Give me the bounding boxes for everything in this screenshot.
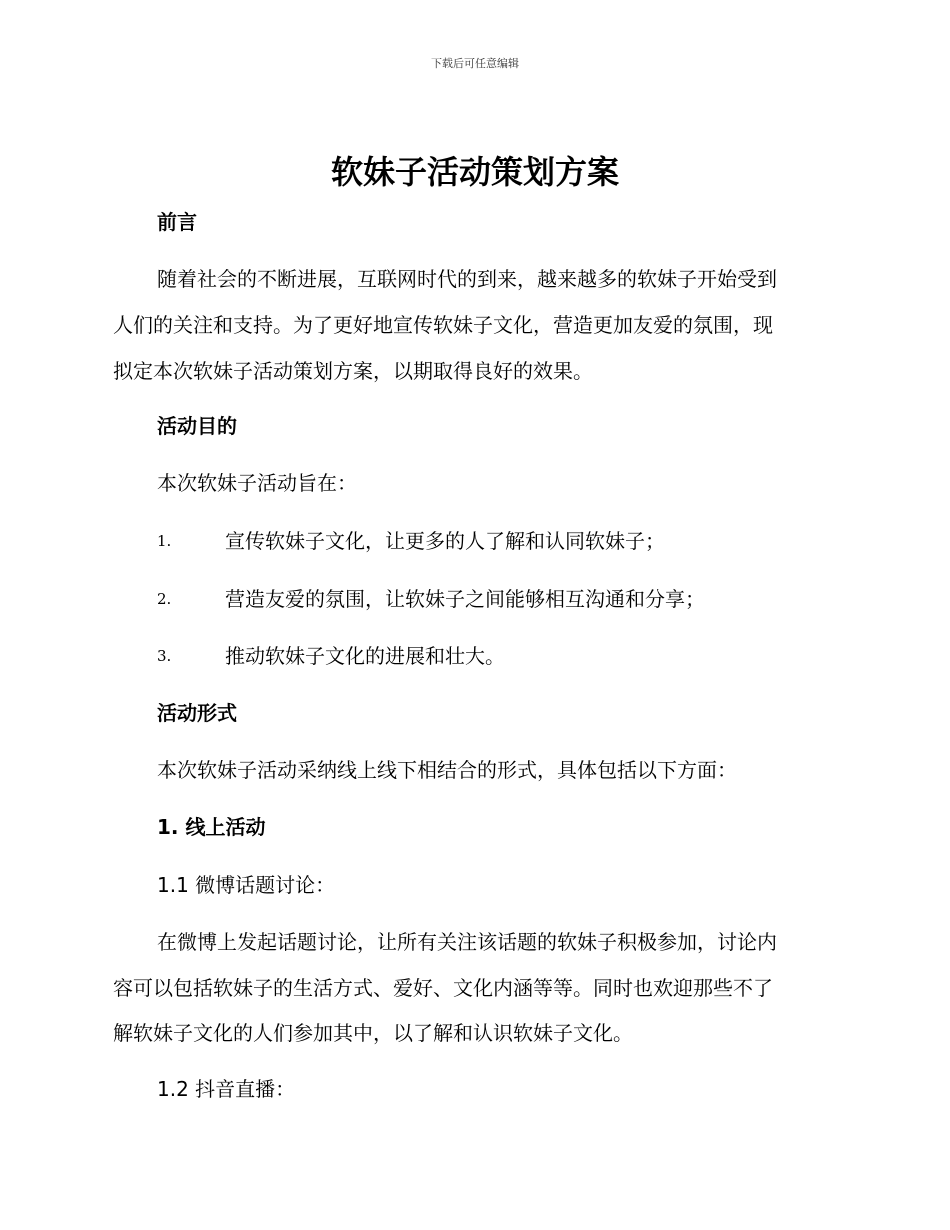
header-note: 下载后可任意编辑 xyxy=(431,57,519,70)
section-heading-form: 活动形式 xyxy=(157,701,237,725)
subsection-heading-douyin: 1.2 抖音直播： xyxy=(157,1077,296,1101)
paragraph-line: 本次软妹子活动旨在： xyxy=(157,471,357,495)
list-item-number: 2. xyxy=(157,590,172,608)
list-item-text: 营造友爱的氛围，让软妹子之间能够相互沟通和分享； xyxy=(225,587,705,611)
list-item-text: 宣传软妹子文化，让更多的人了解和认同软妹子； xyxy=(225,529,665,553)
paragraph-line: 拟定本次软妹子活动策划方案，以期取得良好的效果。 xyxy=(113,359,593,383)
paragraph-line: 容可以包括软妹子的生活方式、爱好、文化内涵等等。同时也欢迎那些不了 xyxy=(113,976,773,1000)
subsection-heading-weibo: 1.1 微博话题讨论： xyxy=(157,873,336,897)
section-heading-preface: 前言 xyxy=(157,210,197,234)
paragraph-line: 在微博上发起话题讨论，让所有关注该话题的软妹子积极参加，讨论内 xyxy=(157,930,777,954)
subsection-heading-online: 1. 线上活动 xyxy=(157,815,266,839)
document-title: 软妹子活动策划方案 xyxy=(330,153,619,191)
paragraph-line: 本次软妹子活动采纳线上线下相结合的形式，具体包括以下方面： xyxy=(157,758,737,782)
list-item-number: 3. xyxy=(157,647,172,665)
list-item-number: 1. xyxy=(157,532,172,550)
paragraph-line: 随着社会的不断进展，互联网时代的到来，越来越多的软妹子开始受到 xyxy=(157,267,777,291)
list-item-text: 推动软妹子文化的进展和壮大。 xyxy=(225,644,505,668)
paragraph-line: 人们的关注和支持。为了更好地宣传软妹子文化，营造更加友爱的氛围，现 xyxy=(113,313,773,337)
section-heading-purpose: 活动目的 xyxy=(157,414,237,438)
paragraph-line: 解软妹子文化的人们参加其中，以了解和认识软妹子文化。 xyxy=(113,1021,633,1045)
